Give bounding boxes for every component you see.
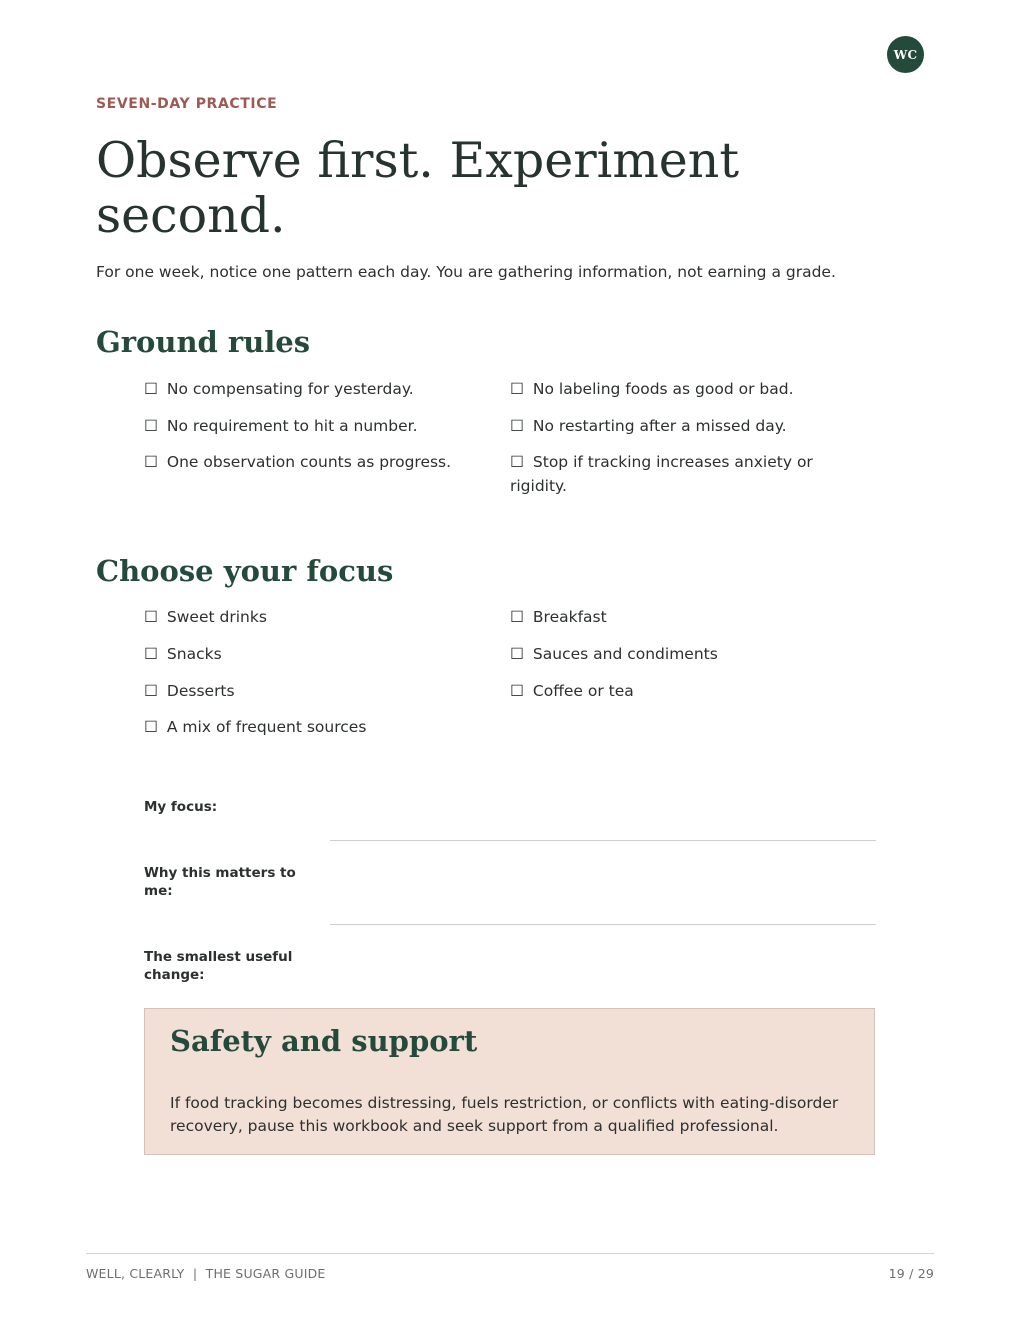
focus-option[interactable] [144, 605, 474, 629]
why-matters-label: Why this matters to me: [144, 865, 296, 899]
focus-option[interactable] [510, 679, 840, 703]
focus-option-label: Coffee or tea [532, 682, 634, 700]
ground-rule-item[interactable] [144, 450, 474, 474]
ground-rule-item[interactable] [510, 450, 840, 498]
callout-title: Safety and support [170, 1024, 478, 1058]
checkbox-icon: ☐ [144, 453, 158, 471]
focus-option[interactable] [144, 715, 474, 739]
ground-rule-item[interactable] [144, 377, 474, 401]
checkbox-icon: ☐ [510, 645, 524, 663]
my-focus-label: My focus: [144, 799, 218, 815]
page-number: 19 / 29 [888, 1266, 934, 1281]
my-focus-input-line[interactable] [330, 840, 876, 841]
ground-rules-heading: Ground rules [96, 325, 311, 359]
focus-option-label: A mix of frequent sources [166, 718, 367, 736]
ground-rule-label: No restarting after a missed day. [532, 417, 787, 435]
footer-divider [86, 1253, 934, 1254]
ground-rule-item[interactable] [510, 414, 840, 438]
ground-rule-label: No labeling foods as good or bad. [532, 380, 794, 398]
focus-option[interactable] [144, 642, 474, 666]
ground-rule-item[interactable] [510, 377, 840, 401]
checkbox-icon: ☐ [510, 417, 524, 435]
footer-publication [86, 1266, 326, 1281]
brand-logo-text: WC [893, 47, 918, 62]
checkbox-icon: ☐ [510, 453, 524, 471]
focus-option[interactable] [510, 605, 840, 629]
focus-option-label: Sauces and condiments [532, 645, 718, 663]
focus-option-label: Snacks [166, 645, 222, 663]
focus-option-label: Desserts [166, 682, 235, 700]
checkbox-icon: ☐ [510, 380, 524, 398]
checkbox-icon: ☐ [144, 380, 158, 398]
checkbox-icon: ☐ [144, 718, 158, 736]
smallest-change-label: The smallest useful change: [144, 949, 293, 983]
focus-option[interactable] [510, 642, 840, 666]
section-eyebrow: SEVEN-DAY PRACTICE [96, 96, 278, 112]
ground-rule-label: One observation counts as progress. [166, 453, 452, 471]
safety-callout [144, 1008, 875, 1155]
footer-publication-text: WELL, CLEARLY | THE SUGAR GUIDE [86, 1266, 326, 1281]
ground-rule-label: No requirement to hit a number. [166, 417, 418, 435]
choose-focus-heading: Choose your focus [96, 554, 394, 588]
why-matters-input-line[interactable] [330, 924, 876, 925]
ground-rule-label: No compensating for yesterday. [166, 380, 414, 398]
checkbox-icon: ☐ [144, 682, 158, 700]
ground-rule-item[interactable] [144, 414, 474, 438]
page-title: Observe first. Experiment second. [96, 132, 740, 244]
checkbox-icon: ☐ [510, 608, 524, 626]
brand-logo [887, 36, 924, 73]
focus-option-label: Breakfast [532, 608, 607, 626]
ground-rule-label: Stop if tracking increases anxiety or rigidity. [510, 453, 813, 495]
checkbox-icon: ☐ [144, 608, 158, 626]
checkbox-icon: ☐ [510, 682, 524, 700]
checkbox-icon: ☐ [144, 417, 158, 435]
checkbox-icon: ☐ [144, 645, 158, 663]
focus-option-label: Sweet drinks [166, 608, 267, 626]
focus-option[interactable] [144, 679, 474, 703]
intro-text: For one week, notice one pattern each day. You are gathering information, not earning a grade. [96, 263, 836, 281]
callout-body: If food tracking becomes distressing, fuels restriction, or conflicts with eating-disorder recovery, pause this workbook and seek support from a qualified professional. [170, 1094, 839, 1135]
